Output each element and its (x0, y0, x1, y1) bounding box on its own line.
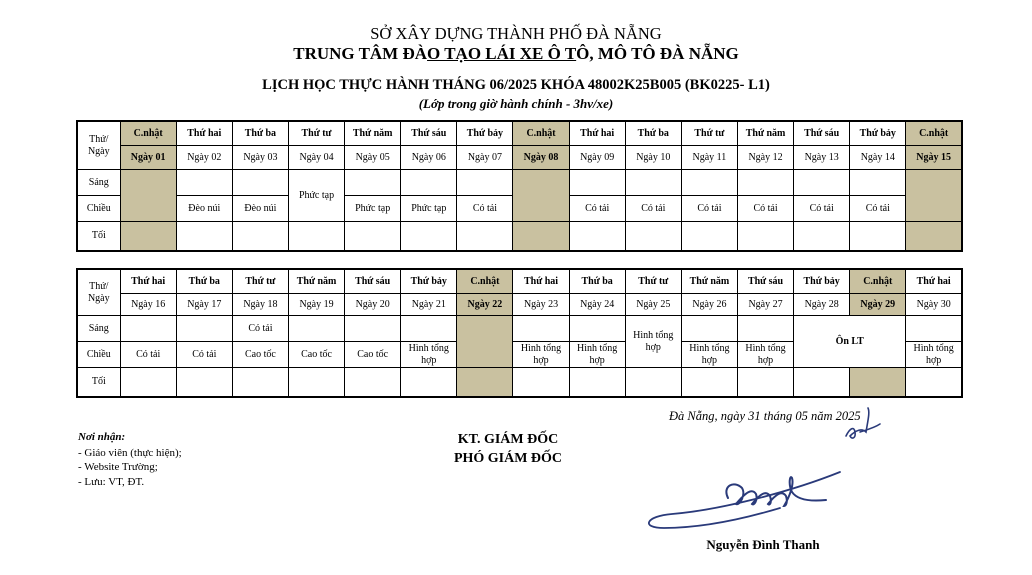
day-cell: Ngày 15 (906, 146, 962, 170)
schedule-cell: Đèo núi (232, 196, 288, 222)
signer-title-deputy: PHÓ GIÁM ĐỐC (453, 451, 563, 466)
schedule-cell: Có tải (625, 196, 681, 222)
schedule-cell: Phức tạp (401, 196, 457, 222)
schedule-cell-merged: Phức tạp (288, 170, 344, 222)
schedule-cell: Cao tốc (288, 342, 344, 368)
schedule-cell: Phức tạp (345, 196, 401, 222)
day-cell: Ngày 14 (850, 146, 906, 170)
recipients-title: Nơi nhận: (78, 431, 126, 443)
day-cell: Ngày 11 (681, 146, 737, 170)
dow-cell: Thứ sáu (401, 121, 457, 146)
dow-cell: Thứ năm (345, 121, 401, 146)
center-name-part1: TRUNG TÂM ĐÀ (293, 44, 428, 63)
day-cell: Ngày 06 (401, 146, 457, 170)
day-cell: Ngày 27 (737, 294, 793, 316)
dow-day-header: Thứ/ Ngày (77, 269, 120, 316)
dow-cell: Thứ ba (176, 269, 232, 294)
dow-cell: Thứ bảy (794, 269, 850, 294)
dow-cell: Thứ bảy (457, 121, 513, 146)
dow-day-header: Thứ/ Ngày (77, 121, 120, 170)
day-cell: Ngày 16 (120, 294, 176, 316)
day-cell: Ngày 28 (794, 294, 850, 316)
day-cell: Ngày 13 (794, 146, 850, 170)
schedule-cell: Có tải (737, 196, 793, 222)
signer-name: Nguyễn Đình Thanh (706, 537, 820, 552)
day-cell: Ngày 22 (457, 294, 513, 316)
dow-cell: Thứ hai (120, 269, 176, 294)
schedule-cell: Hình tổng hợp (681, 342, 737, 368)
session-label-morning: Sáng (77, 170, 120, 196)
day-cell: Ngày 25 (625, 294, 681, 316)
recipient-item: - Lưu: VT, ĐT. (78, 476, 145, 488)
schedule-cell: Có tải (232, 316, 288, 342)
day-cell: Ngày 30 (906, 294, 962, 316)
dow-cell: Thứ bảy (850, 121, 906, 146)
day-cell: Ngày 02 (176, 146, 232, 170)
day-cell: Ngày 21 (401, 294, 457, 316)
schedule-cell-merged: Hình tổng hợp (625, 316, 681, 368)
dow-cell: Thứ ba (569, 269, 625, 294)
dow-cell: Thứ tư (232, 269, 288, 294)
session-label-evening: Tối (77, 368, 120, 398)
dow-cell: Thứ hai (906, 269, 962, 294)
schedule-cell: Có tải (176, 342, 232, 368)
schedule-cell: Có tải (569, 196, 625, 222)
day-cell: Ngày 17 (176, 294, 232, 316)
signer-title-kt: KT. GIÁM ĐỐC (457, 432, 559, 447)
schedule-cell: Hình tổng hợp (737, 342, 793, 368)
schedule-cell: Có tải (794, 196, 850, 222)
dow-cell: Thứ tư (681, 121, 737, 146)
dow-cell: Thứ sáu (794, 121, 850, 146)
day-cell: Ngày 04 (288, 146, 344, 170)
session-label-afternoon: Chiều (77, 342, 120, 368)
schedule-cell: Có tải (681, 196, 737, 222)
day-cell: Ngày 19 (288, 294, 344, 316)
schedule-title: LỊCH HỌC THỰC HÀNH THÁNG 06/2025 KHÓA 48002K25B005 (BK0225- L1) (262, 77, 770, 93)
day-cell: Ngày 18 (232, 294, 288, 316)
dow-cell: Thứ tư (288, 121, 344, 146)
dow-cell: Thứ hai (176, 121, 232, 146)
day-cell: Ngày 07 (457, 146, 513, 170)
dow-cell: Thứ hai (569, 121, 625, 146)
day-cell: Ngày 20 (345, 294, 401, 316)
dow-cell: C.nhật (906, 121, 962, 146)
dow-cell: Thứ tư (625, 269, 681, 294)
day-cell: Ngày 05 (345, 146, 401, 170)
schedule-cell: Có tải (457, 196, 513, 222)
day-cell: Ngày 09 (569, 146, 625, 170)
department-name: SỞ XÂY DỰNG THÀNH PHỐ ĐÀ NẴNG (370, 24, 662, 43)
dow-cell: C.nhật (457, 269, 513, 294)
recipient-item: - Giáo viên (thực hiện); (78, 447, 182, 459)
session-label-afternoon: Chiều (77, 196, 120, 222)
dow-cell: Thứ năm (681, 269, 737, 294)
dow-cell: C.nhật (850, 269, 906, 294)
dow-cell: Thứ sáu (345, 269, 401, 294)
dow-cell: Thứ ba (232, 121, 288, 146)
day-cell: Ngày 10 (625, 146, 681, 170)
dow-cell: Thứ ba (625, 121, 681, 146)
dow-cell: C.nhật (120, 121, 176, 146)
session-label-evening: Tối (77, 222, 120, 252)
day-cell: Ngày 12 (737, 146, 793, 170)
day-cell: Ngày 03 (232, 146, 288, 170)
initial-mark (846, 408, 880, 438)
review-theory-cell: Ôn LT (794, 316, 906, 368)
day-cell: Ngày 26 (681, 294, 737, 316)
schedule-cell: Cao tốc (345, 342, 401, 368)
dow-cell: Thứ hai (513, 269, 569, 294)
dow-cell: Thứ sáu (737, 269, 793, 294)
dow-cell: Thứ bảy (401, 269, 457, 294)
dow-cell: Thứ năm (737, 121, 793, 146)
day-cell: Ngày 24 (569, 294, 625, 316)
dow-cell: C.nhật (513, 121, 569, 146)
schedule-cell: Cao tốc (232, 342, 288, 368)
day-cell: Ngày 01 (120, 146, 176, 170)
schedule-cell: Hình tổng hợp (401, 342, 457, 368)
day-cell: Ngày 29 (850, 294, 906, 316)
dow-cell: Thứ năm (288, 269, 344, 294)
schedule-cell: Có tải (850, 196, 906, 222)
schedule-cell: Hình tổng hợp (513, 342, 569, 368)
schedule-cell: Hình tổng hợp (906, 342, 962, 368)
schedule-cell: Có tải (120, 342, 176, 368)
center-name-part3: Ô, MÔ TÔ ĐÀ NẴNG (576, 44, 739, 63)
date-line: Đà Nẵng, ngày 31 tháng 05 năm 2025 (669, 409, 861, 423)
center-name-part2: O TẠO LÁI XE Ô T (427, 44, 577, 63)
session-label-morning: Sáng (77, 316, 120, 342)
day-cell: Ngày 08 (513, 146, 569, 170)
day-cell: Ngày 23 (513, 294, 569, 316)
recipient-item: - Website Trường; (78, 461, 158, 473)
schedule-cell: Đèo núi (176, 196, 232, 222)
schedule-subtitle: (Lớp trong giờ hành chính - 3hv/xe) (418, 96, 614, 111)
schedule-cell: Hình tổng hợp (569, 342, 625, 368)
